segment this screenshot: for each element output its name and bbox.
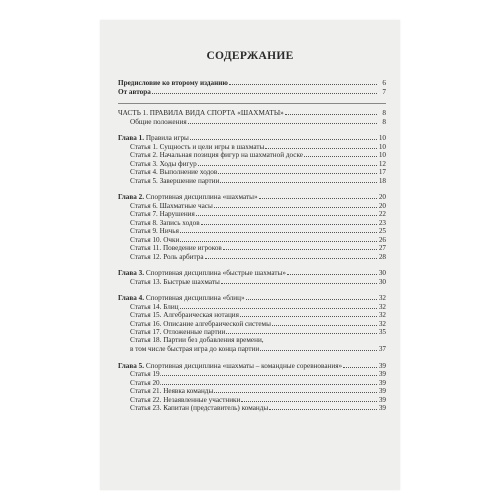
toc-entry	[118, 201, 386, 210]
toc-entry	[118, 142, 386, 151]
chapter-4-section	[118, 293, 386, 353]
page-number: 12	[378, 159, 386, 168]
entry-title: Статья 6. Шахматные часы	[130, 201, 213, 210]
entry-title: Статья 9. Ничья	[130, 227, 179, 235]
page-number: 39	[378, 370, 386, 378]
toc-entry	[118, 310, 386, 319]
entry-title: Предисловие ко второму изданию	[118, 79, 228, 87]
page-number: 39	[378, 361, 386, 370]
page-number: 39	[378, 378, 386, 387]
entry-title: Статья 22. Незаявленные участники	[130, 395, 241, 404]
toc-entry	[118, 209, 386, 218]
page-number: 18	[378, 176, 386, 185]
toc-entry	[118, 386, 386, 395]
toc-entry	[118, 378, 386, 387]
toc-entry	[118, 369, 386, 378]
chapter-label: Глава 4.	[118, 294, 145, 302]
chapter-name: Спортивная дисциплина «шахматы»	[144, 193, 258, 201]
entry-title: Общие положения	[130, 117, 187, 126]
toc-entry	[118, 176, 386, 185]
toc-entry	[118, 117, 386, 126]
toc-entry	[118, 159, 386, 168]
chapter-label: Глава 3.	[118, 269, 145, 277]
page-number: 20	[378, 193, 386, 201]
entry-title: Статья 7. Нарушения	[130, 210, 195, 218]
page-number: 25	[378, 227, 386, 235]
page-number: 8	[382, 109, 386, 117]
chapter-label: Глава 2.	[118, 193, 145, 201]
page-number: 32	[378, 302, 386, 311]
page-number: 7	[382, 87, 386, 96]
page-number: 32	[378, 294, 386, 302]
toc-entry	[118, 235, 386, 244]
entry-title: Статья 5. Завершение партии	[130, 176, 220, 185]
toc-entry	[118, 336, 386, 345]
entry-title: Статья 16. Описание алгебраической системы	[130, 319, 271, 328]
entry-title: Статья 10. Очки	[130, 235, 180, 244]
chapter-title	[118, 361, 386, 370]
toc-entry	[118, 277, 386, 286]
chapter-title	[118, 268, 386, 277]
page-number: 8	[382, 117, 386, 126]
page-number: 35	[378, 328, 386, 336]
page-number: 30	[378, 277, 386, 286]
chapter-3-section	[118, 268, 386, 285]
page-number: 20	[378, 201, 386, 210]
page-number: 39	[378, 387, 386, 395]
entry-title: Статья 12. Роль арбитра	[130, 252, 204, 261]
toc-entry	[118, 403, 386, 412]
page-title: СОДЕРЖАНИЕ	[206, 50, 294, 62]
toc-entry	[118, 344, 386, 353]
toc-entry	[118, 218, 386, 227]
chapter-2-section	[118, 192, 386, 260]
toc-entry	[118, 252, 386, 261]
entry-title: в том числе быстрая игра до конца партии	[130, 345, 260, 353]
entry-title: Статья 21. Неявка команды	[130, 387, 214, 395]
toc-entry	[118, 243, 386, 252]
page-number: 39	[378, 395, 386, 404]
part-title: ЧАСТЬ 1. ПРАВИЛА ВИДА СПОРТА «ШАХМАТЫ»	[118, 109, 284, 117]
entry-title: Статья 4. Выполнение ходов	[130, 168, 218, 176]
page-number: 28	[378, 252, 386, 261]
toc-entry	[118, 226, 386, 235]
page-number: 37	[378, 345, 386, 353]
toc-entry-front	[118, 78, 386, 87]
page-number: 22	[378, 210, 386, 218]
entry-title: Статья 2. Начальная позиция фигур на шахматной доске	[130, 151, 303, 159]
page-number: 32	[378, 311, 386, 319]
page-number: 10	[378, 134, 386, 142]
entry-title: Статья 14. Блиц	[130, 302, 179, 311]
toc-entry-front	[118, 87, 386, 96]
book-page	[100, 20, 400, 490]
page-number: 32	[378, 319, 386, 328]
page-number: 10	[378, 151, 386, 159]
entry-title: Статья 15. Алгебраическая нотация	[130, 311, 239, 319]
entry-title: От автора	[118, 87, 151, 96]
entry-title: Статья 11. Поведение игроков	[130, 244, 222, 252]
entry-title: Статья 19.	[130, 370, 162, 378]
page-number: 6	[382, 79, 386, 87]
chapter-title	[118, 293, 386, 302]
entry-title: Статья 23. Капитан (представитель) команды	[130, 404, 269, 412]
page-number: 30	[378, 269, 386, 277]
entry-title: Статья 18. Партии без добавления времени,	[130, 335, 264, 344]
entry-title: Статья 20.	[130, 378, 162, 387]
toc-entry-part-1	[118, 108, 386, 117]
entry-title: Статья 8. Запись ходов	[130, 218, 200, 227]
toc-entry	[118, 150, 386, 159]
chapter-name: Правила игры	[144, 134, 189, 142]
entry-title: Статья 3. Ходы фигур	[130, 159, 197, 168]
page-number: 17	[378, 168, 386, 176]
table-of-contents	[118, 78, 386, 412]
chapter-1-section	[118, 133, 386, 184]
chapter-title	[118, 192, 386, 201]
page-number: 10	[378, 142, 386, 151]
chapter-name: Спортивная дисциплина «быстрые шахматы»	[144, 269, 286, 277]
toc-entry	[118, 319, 386, 328]
toc-entry	[118, 302, 386, 311]
chapter-label: Глава 1.	[118, 134, 145, 142]
chapter-5-section	[118, 361, 386, 412]
toc-entry	[118, 327, 386, 336]
chapter-title	[118, 133, 386, 142]
entry-title: Статья 13. Быстрые шахматы	[130, 277, 220, 286]
chapter-label: Глава 5.	[118, 361, 145, 370]
page-number: 27	[378, 244, 386, 252]
chapter-name: Спортивная дисциплина «блиц»	[144, 294, 245, 302]
entry-title: Статья 1. Сущность и цели игры в шахматы	[130, 142, 265, 151]
toc-entry	[118, 167, 386, 176]
page-number: 26	[378, 235, 386, 244]
toc-entry	[118, 395, 386, 404]
front-matter	[118, 78, 386, 95]
page-number: 23	[378, 218, 386, 227]
chapter-name: Спортивная дисциплина «шахматы – командные соревнования»	[144, 361, 343, 370]
entry-title: Статья 17. Отложенные партии	[130, 328, 226, 336]
page-number: 39	[378, 404, 386, 412]
